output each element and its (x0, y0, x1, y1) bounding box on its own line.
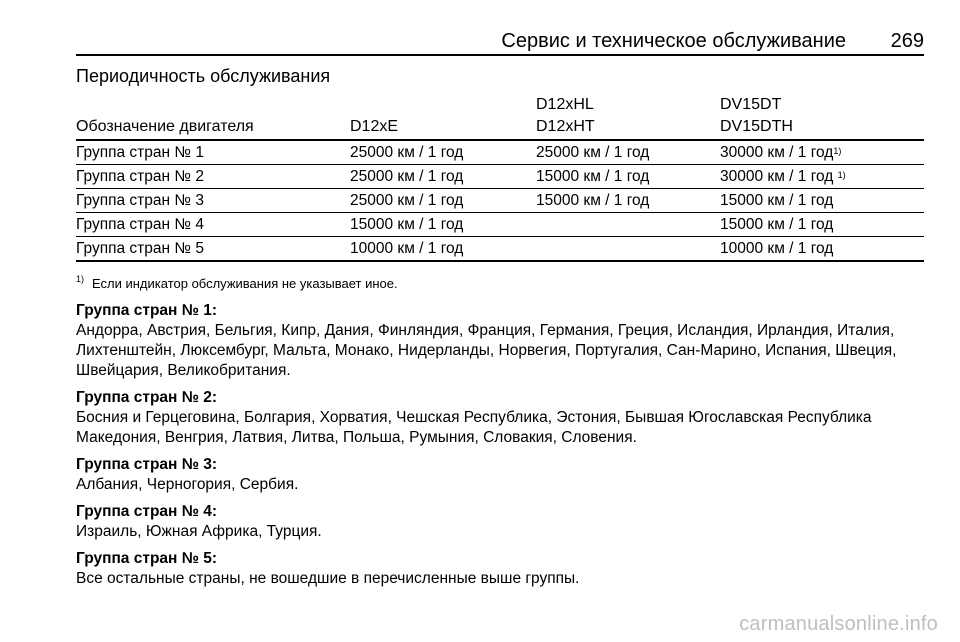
table-row (76, 165, 924, 189)
group-line: Андорра, Австрия, Бельгия, Кипр, Дания, Финляндия, Франция, Германия, Греция, Исландия, Ирландия, Италия, (76, 322, 895, 339)
footnote-text: Если индикатор обслуживания не указывает иное. (92, 276, 398, 291)
country-group-2 (76, 388, 936, 448)
table-cell: Группа стран № 4 (76, 213, 350, 237)
table-cell: 15000 км / 1 год (720, 189, 924, 213)
table-row (76, 213, 924, 237)
group-line: Босния и Герцеговина, Болгария, Хорватия, Чешская Республика, Эстония, Бывшая Югославская Республика (76, 409, 872, 426)
table-cell: Группа стран № 5 (76, 237, 350, 262)
country-group-4 (76, 502, 936, 542)
footnote (76, 276, 398, 291)
table-row (76, 140, 924, 165)
header-d12xhl-d12xht: D12xHL D12xHT (536, 94, 720, 140)
page-header (76, 28, 924, 56)
table-cell: 25000 км / 1 год (536, 140, 720, 165)
footnote-ref: 1) (837, 169, 846, 180)
table-cell: 10000 км / 1 год (720, 237, 924, 262)
group-line: Все остальные страны, не вошедшие в перечисленные выше группы. (76, 570, 580, 587)
watermark: carmanualsonline.info (739, 613, 938, 635)
country-groups (76, 301, 936, 596)
table-cell: 30000 км / 1 год$^{1)}$ (720, 140, 924, 165)
maintenance-interval-table (76, 94, 924, 262)
table-cell (536, 237, 720, 262)
group-title: Группа стран № 3: (76, 456, 218, 473)
table-cell (536, 213, 720, 237)
section-title: Периодичность обслуживания (76, 66, 331, 86)
table-cell: 15000 км / 1 год (350, 213, 536, 237)
footnote-mark: 1) (76, 274, 85, 284)
table-cell: 30000 км / 1 год $^{1)}$ (720, 165, 924, 189)
country-group-1 (76, 301, 936, 381)
header-dv15dt-dv15dth: DV15DT DV15DTH (720, 94, 924, 140)
table-cell: 25000 км / 1 год (350, 140, 536, 165)
country-group-5 (76, 549, 936, 589)
table-cell: 15000 км / 1 год (720, 213, 924, 237)
group-line: Македония, Венгрия, Латвия, Литва, Польша, Румыния, Словакия, Словения. (76, 429, 637, 446)
header-title: Сервис и техническое обслуживание (501, 30, 846, 52)
table-row (76, 237, 924, 262)
table-cell: 10000 км / 1 год (350, 237, 536, 262)
table-cell: 25000 км / 1 год (350, 165, 536, 189)
group-title: Группа стран № 4: (76, 503, 218, 520)
table-cell: 25000 км / 1 год (350, 189, 536, 213)
table-cell: 15000 км / 1 год (536, 165, 720, 189)
footnote-ref: 1) (833, 145, 842, 156)
group-line: Лихтенштейн, Люксембург, Мальта, Монако, Нидерланды, Норвегия, Португалия, Сан-Марино, Испания, Швеция, (76, 342, 897, 359)
group-line: Швейцария, Великобритания. (76, 362, 291, 379)
group-line: Албания, Черногория, Сербия. (76, 476, 299, 493)
table-row (76, 189, 924, 213)
table-header-row (76, 94, 924, 140)
table-cell: Группа стран № 2 (76, 165, 350, 189)
country-group-3 (76, 455, 936, 495)
group-title: Группа стран № 5: (76, 550, 218, 567)
group-title: Группа стран № 2: (76, 389, 218, 406)
table-cell: Группа стран № 1 (76, 140, 350, 165)
table-cell: 15000 км / 1 год (536, 189, 720, 213)
group-line: Израиль, Южная Африка, Турция. (76, 523, 322, 540)
group-title: Группа стран № 1: (76, 302, 218, 319)
page-number: 269 (890, 30, 924, 52)
header-d12xe: D12xE (350, 94, 536, 140)
header-engine: Обозначение двигателя (76, 94, 350, 140)
table-cell: Группа стран № 3 (76, 189, 350, 213)
